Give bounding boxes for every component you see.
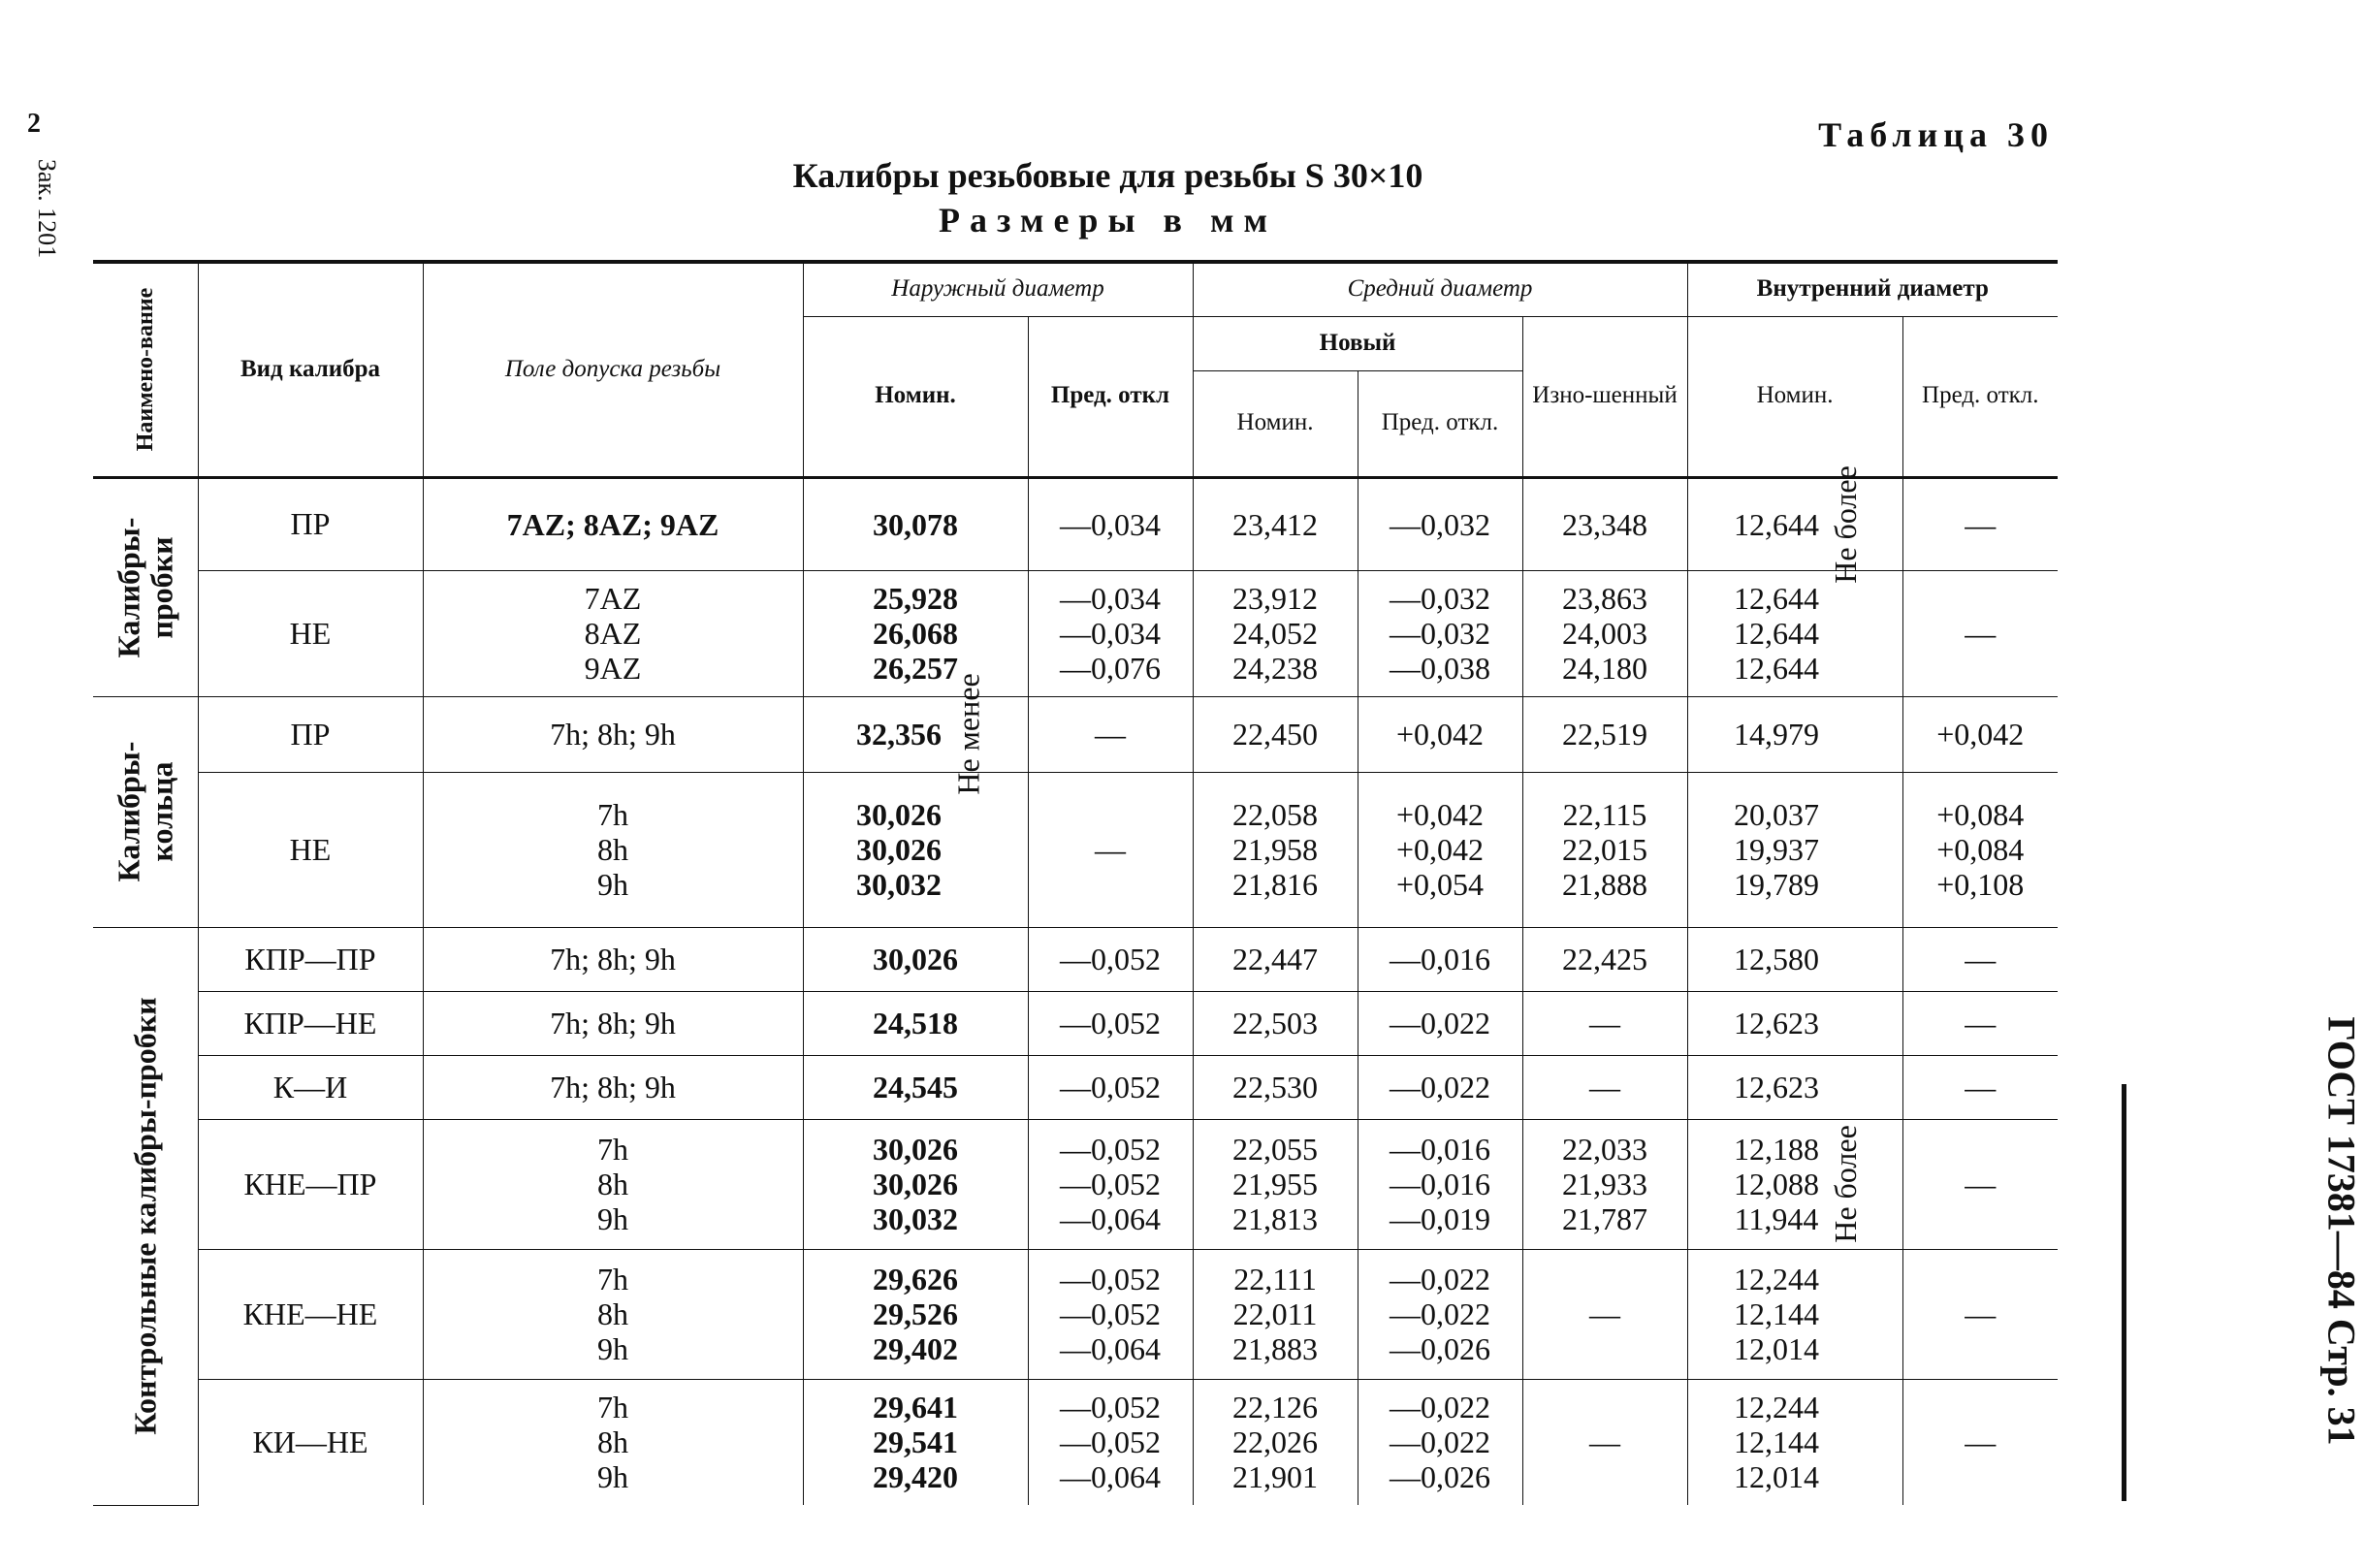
cell-line: 8h: [597, 1167, 628, 1201]
header-mean-nominal: Номин.: [1193, 370, 1358, 477]
cell-line: 23,412: [1232, 506, 1318, 542]
gauge-type: ПР: [198, 696, 423, 772]
cell-line: 21,883: [1232, 1331, 1318, 1366]
cell-line: —0,052: [1060, 1167, 1161, 1201]
vertical-note: Не менее: [950, 673, 986, 795]
inner-nominal: [1687, 1379, 1902, 1505]
table-row: [93, 1119, 2058, 1249]
outer-deviation: [1028, 1055, 1193, 1119]
cell-line: 12,644: [1734, 616, 1820, 651]
mean-deviation: [1358, 772, 1522, 927]
cell-line: —0,022: [1390, 1390, 1490, 1425]
cell-line: —0,026: [1390, 1459, 1490, 1495]
cell-line: 24,518: [873, 1006, 958, 1040]
mean-nominal: [1193, 477, 1358, 570]
inner-deviation: [1902, 1379, 2058, 1505]
outer-deviation: [1028, 1379, 1193, 1505]
cell-line: 21,787: [1562, 1201, 1647, 1236]
tolerance-field: [423, 570, 803, 696]
cell-line: 7h; 8h; 9h: [550, 1070, 676, 1104]
gauge-type: КПР—ПР: [198, 927, 423, 991]
cell-line: —: [1589, 1424, 1620, 1460]
cell-line: 29,626: [873, 1262, 958, 1296]
cell-line: 22,015: [1562, 832, 1647, 867]
tolerance-field: [423, 1119, 803, 1249]
inner-nominal: [1687, 772, 1902, 927]
inner-nominal: [1687, 1055, 1902, 1119]
cell-line: 7h: [597, 1132, 628, 1167]
cell-line: 12,014: [1734, 1331, 1820, 1366]
cell-line: 12,623: [1734, 1006, 1820, 1040]
cell-line: 19,937: [1734, 832, 1820, 867]
cell-line: —0,064: [1060, 1331, 1161, 1366]
outer-nominal: [803, 772, 1028, 927]
mean-worn: [1522, 477, 1687, 570]
table-row: [93, 991, 2058, 1055]
cell-line: 7h; 8h; 9h: [550, 717, 676, 752]
cell-line: —0,022: [1390, 1006, 1490, 1040]
outer-deviation: [1028, 696, 1193, 772]
cell-line: —: [1589, 1070, 1620, 1104]
cell-line: 22,011: [1232, 1296, 1318, 1331]
cell-line: —0,052: [1060, 1424, 1161, 1460]
cell-line: 22,058: [1232, 797, 1318, 832]
cell-line: 30,026: [873, 1167, 958, 1201]
cell-line: 14,979: [1734, 717, 1820, 752]
cell-line: 24,238: [1232, 651, 1318, 686]
table-row: [93, 696, 2058, 772]
cell-line: 22,111: [1233, 1262, 1317, 1296]
cell-line: —0,038: [1390, 651, 1490, 686]
gauge-type: НЕ: [198, 570, 423, 696]
cell-line: 21,816: [1232, 867, 1318, 902]
cell-line: 12,244: [1734, 1262, 1820, 1296]
mean-deviation: [1358, 1249, 1522, 1379]
cell-line: —0,032: [1390, 581, 1490, 616]
mean-nominal: [1193, 927, 1358, 991]
standard-designation: ГОСТ 17381—84 Стр. 31: [2319, 1016, 2364, 1446]
outer-deviation: [1028, 927, 1193, 991]
mean-worn: [1522, 1055, 1687, 1119]
cell-line: —: [1965, 1167, 1997, 1201]
cell-line: 30,032: [856, 867, 942, 902]
mean-worn: [1522, 772, 1687, 927]
cell-line: 12,580: [1734, 942, 1820, 976]
cell-line: 25,928: [873, 581, 958, 616]
header-name: Наимено-вание: [93, 262, 198, 477]
cell-line: 8h: [597, 832, 628, 867]
cell-line: 29,526: [873, 1296, 958, 1331]
gauge-type: КИ—НЕ: [198, 1379, 423, 1505]
table-body: [93, 464, 2058, 1505]
mean-nominal: [1193, 1119, 1358, 1249]
table-title: Калибры резьбовые для резьбы S 30×10: [792, 156, 1423, 195]
mean-nominal: [1193, 772, 1358, 927]
cell-line: 12,644: [1734, 651, 1820, 686]
cell-line: —: [1965, 506, 1997, 542]
outer-deviation: [1028, 1249, 1193, 1379]
cell-line: —0,032: [1390, 506, 1490, 542]
cell-line: +0,042: [1936, 717, 2025, 752]
standard-rule: [2122, 1084, 2126, 1501]
cell-line: 22,447: [1232, 942, 1318, 976]
header-tolerance-field: Поле допуска резьбы: [423, 262, 803, 477]
cell-line: —: [1095, 717, 1126, 752]
cell-line: 12,144: [1734, 1424, 1820, 1460]
outer-nominal: [803, 673, 1028, 795]
cell-line: 24,003: [1562, 616, 1647, 651]
cell-line: 7h; 8h; 9h: [550, 942, 676, 976]
cell-line: 12,014: [1734, 1459, 1820, 1495]
cell-line: 12,144: [1734, 1296, 1820, 1331]
cell-line: 22,055: [1232, 1132, 1318, 1167]
cell-line: 23,348: [1562, 506, 1647, 542]
header-new: Новый: [1193, 316, 1522, 370]
cell-line: —0,052: [1060, 1006, 1161, 1040]
cell-line: 30,026: [856, 832, 942, 867]
outer-nominal: [803, 1249, 1028, 1379]
cell-line: 7AZ; 8AZ; 9AZ: [506, 506, 719, 542]
cell-line: —0,064: [1060, 1459, 1161, 1495]
cell-line: 21,958: [1232, 832, 1318, 867]
cell-line: —0,022: [1390, 1070, 1490, 1104]
cell-line: 20,037: [1734, 797, 1820, 832]
cell-line: 29,420: [873, 1459, 958, 1495]
mean-deviation: [1358, 477, 1522, 570]
gauge-type: К—И: [198, 1055, 423, 1119]
cell-line: —0,026: [1390, 1331, 1490, 1366]
cell-line: 21,955: [1232, 1167, 1318, 1201]
outer-nominal: [803, 1055, 1028, 1119]
cell-line: 8h: [597, 1424, 628, 1460]
cell-line: +0,042: [1395, 832, 1485, 867]
cell-line: 29,541: [873, 1424, 958, 1460]
cell-line: 24,052: [1232, 616, 1318, 651]
cell-line: 30,026: [856, 797, 942, 832]
inner-deviation: [1902, 927, 2058, 991]
cell-line: 32,356: [856, 717, 942, 752]
inner-nominal: [1687, 991, 1902, 1055]
cell-line: —: [1965, 616, 1997, 651]
mean-deviation: [1358, 927, 1522, 991]
group-ring: [93, 696, 198, 927]
outer-nominal: [803, 1379, 1028, 1505]
mean-nominal: [1193, 1249, 1358, 1379]
cell-line: 22,115: [1562, 797, 1647, 832]
inner-deviation: [1902, 696, 2058, 772]
cell-line: —: [1589, 1006, 1620, 1040]
cell-line: 7h: [597, 1390, 628, 1425]
cell-line: +0,042: [1395, 717, 1485, 752]
cell-line: 30,078: [873, 506, 958, 542]
mean-worn: [1522, 696, 1687, 772]
cell-line: 22,519: [1562, 717, 1647, 752]
cell-line: 23,863: [1562, 581, 1647, 616]
mean-worn: [1522, 1119, 1687, 1249]
group-label: Калибры-пробки: [111, 517, 178, 657]
gauge-type: КПР—НЕ: [198, 991, 423, 1055]
cell-line: —0,016: [1390, 1167, 1490, 1201]
header-inner-diameter: Внутренний диаметр: [1687, 262, 2058, 316]
inner-nominal: [1687, 927, 1902, 991]
mean-nominal: [1193, 696, 1358, 772]
table-row: [93, 1055, 2058, 1119]
cell-line: —: [1965, 1006, 1997, 1040]
cell-line: 19,789: [1734, 867, 1820, 902]
mean-deviation: [1358, 1119, 1522, 1249]
cell-line: 21,933: [1562, 1167, 1647, 1201]
cell-line: 7h: [597, 797, 628, 832]
cell-line: 21,813: [1232, 1201, 1318, 1236]
inner-deviation: [1902, 772, 2058, 927]
cell-line: 22,530: [1232, 1070, 1318, 1104]
inner-deviation: [1902, 1249, 2058, 1379]
cell-line: 26,257: [873, 651, 958, 686]
mean-worn: [1522, 927, 1687, 991]
group-label: Калибры-кольца: [111, 741, 178, 882]
page-number: 2: [27, 109, 41, 139]
cell-line: 29,641: [873, 1390, 958, 1425]
cell-line: 11,944: [1734, 1201, 1819, 1236]
cell-line: 9h: [597, 1331, 628, 1366]
mean-worn: [1522, 991, 1687, 1055]
cell-line: —0,052: [1060, 942, 1161, 976]
mean-worn: [1522, 1249, 1687, 1379]
inner-deviation: [1902, 1119, 2058, 1249]
outer-nominal: [803, 927, 1028, 991]
cell-line: —: [1095, 832, 1126, 867]
cell-line: 7h: [597, 1262, 628, 1296]
inner-nominal: [1687, 696, 1902, 772]
mean-deviation: [1358, 696, 1522, 772]
table-row: [93, 477, 2058, 570]
table-label: Таблица 30: [1818, 115, 2054, 154]
vertical-note: Не более: [1827, 1125, 1863, 1243]
cell-line: 24,545: [873, 1070, 958, 1104]
cell-line: +0,042: [1395, 797, 1485, 832]
cell-line: 9h: [597, 867, 628, 902]
tolerance-field: [423, 696, 803, 772]
group-control: [93, 927, 198, 1505]
vertical-note: Не более: [1827, 464, 1863, 584]
mean-nominal: [1193, 570, 1358, 696]
cell-line: 22,450: [1232, 717, 1318, 752]
table-row: [93, 1379, 2058, 1505]
gauge-type: ПР: [198, 477, 423, 570]
cell-line: —0,052: [1060, 1390, 1161, 1425]
mean-worn: [1522, 1379, 1687, 1505]
outer-nominal: [803, 477, 1028, 570]
cell-line: 30,032: [873, 1201, 958, 1236]
cell-line: —0,052: [1060, 1132, 1161, 1167]
cell-line: 7h; 8h; 9h: [550, 1006, 676, 1040]
cell-line: —: [1589, 1296, 1620, 1331]
mean-deviation: [1358, 570, 1522, 696]
cell-line: 12,644: [1734, 506, 1820, 542]
cell-line: 8h: [597, 1296, 628, 1331]
tolerance-field: [423, 772, 803, 927]
cell-line: 22,503: [1232, 1006, 1318, 1040]
cell-line: —0,052: [1060, 1262, 1161, 1296]
inner-deviation: [1902, 570, 2058, 696]
cell-line: 8AZ: [584, 616, 642, 651]
outer-deviation: [1028, 772, 1193, 927]
outer-nominal: [803, 991, 1028, 1055]
cell-line: 24,180: [1562, 651, 1647, 686]
tolerance-field: [423, 1249, 803, 1379]
table-row: [93, 927, 2058, 991]
cell-line: 12,188: [1734, 1132, 1820, 1167]
header-inner-deviation: Пред. откл.: [1902, 316, 2058, 477]
header-inner-nominal: Номин.: [1687, 316, 1902, 477]
cell-line: —0,076: [1060, 651, 1161, 686]
cell-line: —0,022: [1390, 1262, 1490, 1296]
cell-line: 30,026: [873, 1132, 958, 1167]
cell-line: 9AZ: [584, 651, 642, 686]
tolerance-field: [423, 1379, 803, 1505]
mean-worn: [1522, 570, 1687, 696]
cell-line: 30,026: [873, 942, 958, 976]
cell-line: 12,623: [1734, 1070, 1820, 1104]
inner-nominal: [1687, 1119, 1902, 1249]
cell-line: 12,088: [1734, 1167, 1820, 1201]
cell-line: 9h: [597, 1459, 628, 1495]
tolerance-field: [423, 477, 803, 570]
outer-deviation: [1028, 991, 1193, 1055]
cell-line: 22,033: [1562, 1132, 1647, 1167]
units-note: Размеры в мм: [938, 201, 1278, 240]
cell-line: 21,888: [1562, 867, 1647, 902]
tolerance-field: [423, 1055, 803, 1119]
cell-line: —0,034: [1060, 506, 1161, 542]
inner-deviation: [1902, 1055, 2058, 1119]
inner-deviation: [1902, 477, 2058, 570]
outer-deviation: [1028, 570, 1193, 696]
group-label: Контрольные калибры-пробки: [127, 997, 163, 1435]
cell-line: —0,032: [1390, 616, 1490, 651]
tolerance-field: [423, 991, 803, 1055]
mean-nominal: [1193, 991, 1358, 1055]
cell-line: 12,644: [1734, 581, 1820, 616]
cell-line: 22,026: [1232, 1424, 1318, 1460]
table-row: [93, 570, 2058, 696]
cell-line: —0,022: [1390, 1296, 1490, 1331]
header-outer-diameter: Наружный диаметр: [803, 262, 1193, 316]
cell-line: —0,016: [1390, 1132, 1490, 1167]
cell-line: 29,402: [873, 1331, 958, 1366]
cell-line: +0,084: [1936, 832, 2025, 867]
mean-nominal: [1193, 1379, 1358, 1505]
cell-line: —0,052: [1060, 1070, 1161, 1104]
outer-nominal: [803, 570, 1028, 696]
mean-deviation: [1358, 1379, 1522, 1505]
inner-nominal: [1687, 570, 1902, 696]
cell-line: —: [1965, 1070, 1997, 1104]
cell-line: —: [1965, 1424, 1997, 1460]
cell-line: —0,064: [1060, 1201, 1161, 1236]
cell-line: 22,126: [1232, 1390, 1318, 1425]
cell-line: —0,034: [1060, 581, 1161, 616]
gauge-type: НЕ: [198, 772, 423, 927]
cell-line: —0,019: [1390, 1201, 1490, 1236]
cell-line: 22,425: [1562, 942, 1647, 976]
cell-line: +0,054: [1395, 867, 1485, 902]
header-outer-deviation: Пред. откл: [1028, 316, 1193, 477]
header-mean-deviation: Пред. откл.: [1358, 370, 1522, 477]
mean-nominal: [1193, 1055, 1358, 1119]
cell-line: 9h: [597, 1201, 628, 1236]
cell-line: +0,084: [1936, 797, 2025, 832]
cell-line: 7AZ: [584, 581, 642, 616]
group-plug: [93, 477, 198, 696]
header-worn: Изно-шенный: [1522, 316, 1687, 477]
table-row: [93, 772, 2058, 927]
cell-line: 23,912: [1232, 581, 1318, 616]
inner-nominal: [1687, 1249, 1902, 1379]
cell-line: —: [1965, 1296, 1997, 1331]
cell-line: —0,016: [1390, 942, 1490, 976]
cell-line: +0,108: [1936, 867, 2025, 902]
side-note: Зак. 1201: [33, 158, 61, 259]
header-outer-nominal: Номин.: [803, 316, 1028, 477]
cell-line: —: [1965, 942, 1997, 976]
cell-line: 26,068: [873, 616, 958, 651]
gauge-type: КНЕ—ПР: [198, 1119, 423, 1249]
outer-nominal: [803, 1119, 1028, 1249]
inner-nominal: [1687, 464, 1902, 584]
header-mean-diameter: Средний диаметр: [1193, 262, 1687, 316]
mean-deviation: [1358, 1055, 1522, 1119]
cell-line: 12,244: [1734, 1390, 1820, 1425]
mean-deviation: [1358, 991, 1522, 1055]
cell-line: —0,034: [1060, 616, 1161, 651]
outer-deviation: [1028, 1119, 1193, 1249]
inner-deviation: [1902, 991, 2058, 1055]
header-gauge-type: Вид калибра: [198, 262, 423, 477]
gauge-type: КНЕ—НЕ: [198, 1249, 423, 1379]
table-row: [93, 1249, 2058, 1379]
cell-line: —0,052: [1060, 1296, 1161, 1331]
cell-line: 21,901: [1232, 1459, 1318, 1495]
outer-deviation: [1028, 477, 1193, 570]
tolerance-field: [423, 927, 803, 991]
cell-line: —0,022: [1390, 1424, 1490, 1460]
gauge-table: [93, 260, 2058, 1506]
